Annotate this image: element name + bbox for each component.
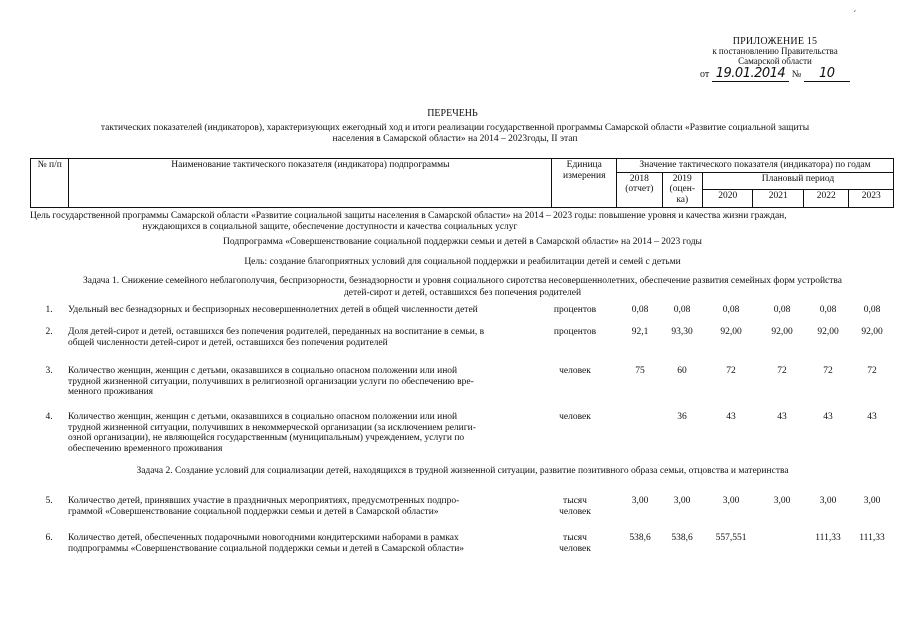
row-value: 3,00 bbox=[722, 496, 740, 506]
subtitle-line2: населения в Самарской области» на 2014 – 2023годы, II этап bbox=[332, 133, 578, 144]
row-value: 92,00 bbox=[817, 327, 839, 337]
row-value: 3,00 bbox=[673, 496, 691, 506]
row-name-line: Количество женщин, женщин с детьми, оказавшихся в социально опасном положении или иной bbox=[68, 366, 458, 376]
row-value: 36 bbox=[677, 412, 687, 422]
row-unit bbox=[545, 327, 605, 338]
row-value: 43 bbox=[726, 412, 736, 422]
row-name bbox=[68, 412, 543, 455]
annex-block bbox=[680, 36, 870, 82]
subprogram-goal: Цель: создание благоприятных условий для социальной поддержки и реабилитации детей и семей с детьми bbox=[244, 257, 681, 267]
row-value: 3,00 bbox=[819, 496, 837, 506]
row-value: 72 bbox=[823, 366, 833, 376]
row-unit bbox=[545, 366, 605, 377]
document-subtitle bbox=[30, 123, 880, 144]
task2-title: Задача 2. Создание условий для социализации детей, находящихся в трудной жизненной ситуации, развитие позитивного образа семьи, отцовства и материнства bbox=[136, 466, 789, 476]
row-name-line: Количество детей, обеспеченных подарочными новогодними кондитерскими наборами в рамках bbox=[68, 533, 459, 543]
row-name bbox=[68, 496, 543, 517]
header-year-2022: 2022 bbox=[804, 190, 849, 207]
header-col-values: Значение тактического показателя (индикатора) по годам bbox=[617, 159, 894, 173]
row-number: 4. bbox=[45, 412, 53, 422]
row-number: 5. bbox=[45, 496, 53, 506]
row-value: 72 bbox=[726, 366, 736, 376]
row-value: 92,00 bbox=[720, 327, 742, 337]
row-value: 72 bbox=[777, 366, 787, 376]
row-value: 111,33 bbox=[859, 533, 885, 543]
annex-from-label: от bbox=[700, 68, 710, 80]
row-name-line: Количество женщин, женщин с детьми, оказавшихся в социально опасном положении или иной bbox=[68, 412, 458, 422]
row-value: 72 bbox=[867, 366, 877, 376]
table-header bbox=[30, 158, 894, 208]
row-value: 3,00 bbox=[863, 496, 881, 506]
row-name-line: трудной жизненной ситуации, получивших в религиозной организации услуги по обеспечению вре- bbox=[68, 376, 474, 387]
row-unit-line: тысяч bbox=[563, 533, 587, 543]
row-value: 538,6 bbox=[629, 533, 651, 543]
row-value: 0,08 bbox=[631, 305, 649, 315]
annex-line1: к постановлению Правительства bbox=[712, 46, 838, 56]
row-name bbox=[68, 533, 543, 554]
row-name bbox=[68, 305, 543, 316]
goal-line1: Цель государственной программы Самарской области «Развитие социальной защиты населения в Самарской области» на 2014 – 2023 годы: повышение уровня и качества жизни граждан, bbox=[30, 211, 787, 221]
row-name bbox=[68, 327, 543, 348]
row-name-line: подпрограммы «Совершенствование социальной поддержки семьи и детей в Самарской области» bbox=[68, 543, 465, 554]
row-unit-line: тысяч bbox=[563, 496, 587, 506]
header-year-2023: 2023 bbox=[849, 190, 894, 207]
row-value: 43 bbox=[867, 412, 877, 422]
row-value: 43 bbox=[823, 412, 833, 422]
header-col-planned: Плановый период bbox=[702, 172, 893, 189]
header-col-name: Наименование тактического показателя (индикатора) подпрограммы bbox=[69, 159, 552, 208]
goal-line2: нуждающихся в социальной защите, обеспечение доступности и качества социальных услуг bbox=[142, 222, 518, 232]
row-unit-line: процентов bbox=[553, 305, 597, 315]
annex-date-line bbox=[680, 67, 870, 82]
row-name bbox=[68, 366, 543, 398]
task1-line2: детей-сирот и детей, оставшихся без попечения родителей bbox=[343, 288, 582, 298]
row-unit bbox=[545, 496, 605, 517]
row-number: 3. bbox=[45, 366, 53, 376]
subtitle-line1: тактических показателей (индикаторов), характеризующих ежегодный ход и итоги реализации государственной программы Самарской области «Развитие социальной защиты bbox=[100, 123, 810, 133]
row-unit-line: человек bbox=[559, 543, 591, 554]
document-title: ПЕРЕЧЕНЬ bbox=[427, 108, 478, 119]
row-number: 2. bbox=[45, 327, 53, 337]
row-value: 111,33 bbox=[815, 533, 841, 543]
row-unit-line: человек bbox=[559, 366, 591, 376]
row-name-line: граммой «Совершенствование социальной поддержки семьи и детей в Самарской области» bbox=[68, 506, 439, 517]
corner-mark: ˊ bbox=[853, 10, 857, 21]
header-year-2020: 2020 bbox=[702, 190, 753, 207]
subprogram-title: Подпрограмма «Совершенствование социальной поддержки семьи и детей в Самарской области» на 2014 – 2023 годы bbox=[223, 237, 702, 247]
header-col-number: № п/п bbox=[31, 159, 69, 208]
row-name-line: Количество детей, принявших участие в праздничных мероприятиях, предусмотренных подпро- bbox=[68, 496, 460, 506]
row-unit-line: человек bbox=[559, 412, 591, 422]
row-value: 538,6 bbox=[671, 533, 693, 543]
row-value: 557,551 bbox=[715, 533, 747, 543]
row-number: 1. bbox=[45, 305, 53, 315]
row-value: 60 bbox=[677, 366, 687, 376]
row-unit-line: процентов bbox=[553, 327, 597, 337]
row-value: 0,08 bbox=[722, 305, 740, 315]
row-value: 92,00 bbox=[861, 327, 883, 337]
row-value: 92,1 bbox=[631, 327, 649, 337]
header-year-2021: 2021 bbox=[753, 190, 804, 207]
row-name-line: обеспечению временного проживания bbox=[68, 443, 223, 454]
row-name-line: трудной жизненной ситуации, получивших в некоммерческой организации (за исключением религи- bbox=[68, 422, 476, 433]
row-unit bbox=[545, 412, 605, 423]
row-value: 0,08 bbox=[863, 305, 881, 315]
row-value: 92,00 bbox=[771, 327, 793, 337]
row-value: 3,00 bbox=[773, 496, 791, 506]
row-unit-line: человек bbox=[559, 506, 591, 517]
header-col-unit: Единица измерения bbox=[552, 159, 617, 208]
header-col-2018: 2018 (отчет) bbox=[617, 172, 662, 207]
row-name-line: Доля детей-сирот и детей, оставшихся без попечения родителей, переданных на воспитание в семьи, в bbox=[68, 327, 485, 337]
row-name-line: озной организации), не являющейся государственным (муниципальным) учреждением, услуги по bbox=[68, 433, 465, 444]
row-unit bbox=[545, 533, 605, 554]
annex-number: 10 bbox=[804, 67, 850, 82]
annex-line2: Самарской области bbox=[738, 55, 812, 66]
row-value: 43 bbox=[777, 412, 787, 422]
row-value: 0,08 bbox=[773, 305, 791, 315]
annex-number-label: № bbox=[791, 68, 802, 80]
task1-line1: Задача 1. Снижение семейного неблагополучия, беспризорности, безнадзорности и уровня социального сиротства несовершеннолетних, обеспечение развития семейных форм устройства bbox=[82, 276, 842, 286]
row-value: 93,30 bbox=[671, 327, 693, 337]
row-number: 6. bbox=[45, 533, 53, 543]
row-name-line: менного проживания bbox=[68, 387, 154, 398]
row-value: 75 bbox=[635, 366, 645, 376]
row-value: 0,08 bbox=[819, 305, 837, 315]
row-value: 3,00 bbox=[631, 496, 649, 506]
row-name-line: Удельный вес безнадзорных и беспризорных несовершеннолетних детей в общей численности детей bbox=[68, 305, 478, 315]
annex-title: ПРИЛОЖЕНИЕ 15 bbox=[732, 36, 818, 47]
annex-date: 19.01.2014 bbox=[712, 67, 789, 82]
row-unit bbox=[545, 305, 605, 316]
row-value: 0,08 bbox=[673, 305, 691, 315]
header-col-2019: 2019 (оцен-ка) bbox=[662, 172, 702, 207]
row-name-line: общей численности детей-сирот и детей, оставшихся без попечения родителей bbox=[68, 337, 388, 348]
